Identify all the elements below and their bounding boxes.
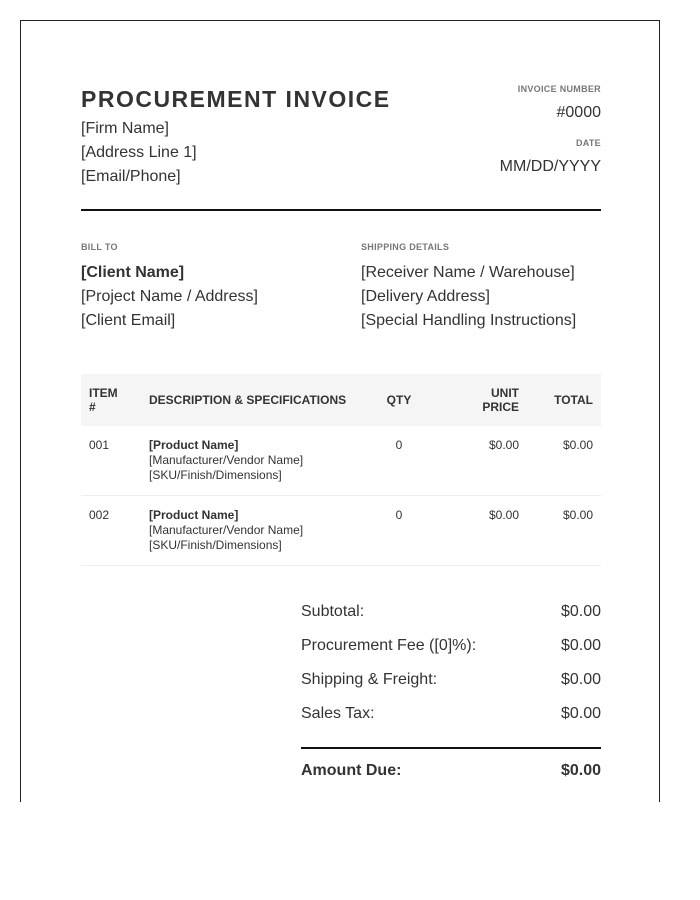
- table-row: [81, 426, 601, 496]
- invoice-page: [20, 20, 660, 802]
- procurement-fee-value: $0.00: [560, 637, 601, 654]
- item-qty: 0: [367, 426, 431, 496]
- header-unit-price-line1: UNIT: [491, 386, 519, 400]
- header-description: DESCRIPTION & SPECIFICATIONS: [141, 374, 367, 426]
- item-number: 002: [81, 496, 141, 566]
- subtotal-label: Subtotal:: [301, 603, 365, 620]
- header-divider: [81, 209, 601, 211]
- date-label: DATE: [575, 138, 601, 148]
- handling-instructions: [Special Handling Instructions]: [361, 312, 577, 329]
- line-items-table: [81, 374, 601, 566]
- project-address: [Project Name / Address]: [81, 288, 258, 305]
- header-qty: QTY: [367, 374, 431, 426]
- header-unit-price-line2: PRICE: [482, 400, 519, 414]
- header-item: [81, 374, 141, 426]
- totals-divider: [301, 747, 601, 749]
- shipping-freight-value: $0.00: [560, 671, 601, 688]
- client-name: [Client Name]: [81, 264, 185, 281]
- shipping-row: [301, 671, 601, 705]
- manufacturer-name: [Manufacturer/Vendor Name]: [149, 523, 304, 537]
- table-header-row: [81, 374, 601, 426]
- item-qty: 0: [367, 496, 431, 566]
- item-description: [141, 496, 367, 566]
- bill-to-section: [81, 242, 258, 333]
- invoice-date: MM/DD/YYYY: [499, 158, 601, 175]
- sales-tax-row: [301, 705, 601, 739]
- totals-section: [301, 603, 601, 792]
- shipping-freight-label: Shipping & Freight:: [301, 671, 438, 688]
- receiver-name: [Receiver Name / Warehouse]: [361, 264, 575, 281]
- invoice-number-label: INVOICE NUMBER: [517, 84, 601, 94]
- subtotal-row: [301, 603, 601, 637]
- invoice-header: [81, 81, 601, 211]
- invoice-title: PROCUREMENT INVOICE: [81, 86, 391, 112]
- sales-tax-label: Sales Tax:: [301, 705, 375, 722]
- manufacturer-name: [Manufacturer/Vendor Name]: [149, 453, 304, 467]
- product-name: [Product Name]: [149, 508, 239, 522]
- delivery-address: [Delivery Address]: [361, 288, 490, 305]
- header-item-line1: ITEM: [89, 386, 118, 400]
- product-name: [Product Name]: [149, 438, 239, 452]
- item-description: [141, 426, 367, 496]
- amount-due-value: $0.00: [560, 762, 601, 779]
- item-total: $0.00: [527, 426, 601, 496]
- firm-address: [Address Line 1]: [81, 144, 197, 161]
- sku-details: [SKU/Finish/Dimensions]: [149, 468, 282, 482]
- header-item-line2: #: [89, 400, 96, 414]
- item-unit-price: $0.00: [431, 426, 527, 496]
- procurement-fee-label: Procurement Fee ([0]%):: [301, 637, 477, 654]
- header-unit-price: [431, 374, 527, 426]
- firm-contact: [Email/Phone]: [81, 168, 181, 185]
- item-unit-price: $0.00: [431, 496, 527, 566]
- item-number: 001: [81, 426, 141, 496]
- client-email: [Client Email]: [81, 312, 176, 329]
- shipping-label: SHIPPING DETAILS: [361, 242, 450, 252]
- amount-due-label: Amount Due:: [301, 762, 402, 779]
- item-total: $0.00: [527, 496, 601, 566]
- sku-details: [SKU/Finish/Dimensions]: [149, 538, 282, 552]
- table-row: [81, 496, 601, 566]
- subtotal-value: $0.00: [560, 603, 601, 620]
- header-total: TOTAL: [527, 374, 601, 426]
- firm-name: [Firm Name]: [81, 120, 169, 137]
- bill-to-label: BILL TO: [81, 242, 118, 252]
- shipping-section: [361, 242, 576, 333]
- procurement-fee-row: [301, 637, 601, 671]
- amount-due-row: [301, 762, 601, 792]
- sales-tax-value: $0.00: [560, 705, 601, 722]
- invoice-number: #0000: [556, 104, 601, 121]
